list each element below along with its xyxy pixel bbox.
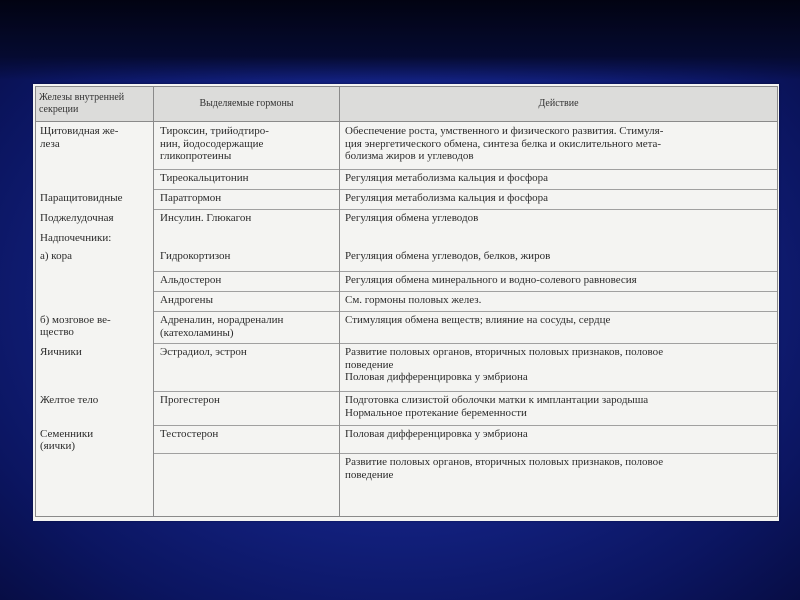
table-row [36,272,778,292]
table-row [36,122,778,170]
action-cell: См. гормоны половых желез. [340,292,778,312]
hormone-cell: Альдостерон [154,272,340,292]
table-row [36,392,778,426]
slide-title-band [0,0,800,80]
hormone-cell: Эстрадиол, эстрон [154,344,340,392]
header-glands: Железы внутренней секреции [36,87,154,122]
hormone-cell: Инсулин. Глюкагон [154,210,340,230]
hormone-cell: Адреналин, норадреналин (катехоламины) [154,312,340,344]
action-cell: Регуляция метаболизма кальция и фосфора [340,190,778,210]
gland-cell [36,454,154,517]
gland-cell: Поджелудочная [36,210,154,230]
action-cell: Подготовка слизистой оболочки матки к имплантации зародыша Нормальное протекание беременности [340,392,778,426]
gland-cell: а) кора [36,248,154,272]
endocrine-glands-table [35,86,778,517]
action-cell: Обеспечение роста, умственного и физического развития. Стимуля- ция энергетического обмена, синтеза белка и окислительного мета- болизма жиров и углеводов [340,122,778,170]
hormone-cell: Прогестерон [154,392,340,426]
action-cell: Развитие половых органов, вторичных половых признаков, половое поведение Половая дифференцировка у эмбриона [340,344,778,392]
gland-cell [36,272,154,292]
hormone-cell [154,454,340,517]
table-row [36,230,778,248]
table-row [36,170,778,190]
hormone-cell: Тироксин, трийодтиро- нин, йодосодержащие гликопротеины [154,122,340,170]
gland-cell: Яичники [36,344,154,392]
scanned-table-page [33,84,779,521]
gland-cell: Семенники (яички) [36,426,154,454]
gland-cell: Паращитовидные [36,190,154,210]
action-cell: Регуляция обмена углеводов, белков, жиров [340,248,778,272]
action-cell: Стимуляция обмена веществ; влияние на сосуды, сердце [340,312,778,344]
gland-cell [36,292,154,312]
action-cell: Развитие половых органов, вторичных половых признаков, половое поведение [340,454,778,517]
table-row [36,190,778,210]
gland-cell [36,170,154,190]
gland-cell: б) мозговое ве- щество [36,312,154,344]
table-row [36,248,778,272]
gland-cell: Желтое тело [36,392,154,426]
hormone-cell: Андрогены [154,292,340,312]
hormone-cell: Паратгормон [154,190,340,210]
hormone-cell: Тиреокальцитонин [154,170,340,190]
action-cell: Половая дифференцировка у эмбриона [340,426,778,454]
table-row [36,426,778,454]
header-action: Действие [340,87,778,122]
table-row [36,312,778,344]
gland-cell: Надпочечники: [36,230,154,248]
hormone-cell [154,230,340,248]
gland-cell: Щитовидная же- леза [36,122,154,170]
table-row [36,344,778,392]
table-header-row [36,87,778,122]
header-hormones: Выделяемые гормоны [154,87,340,122]
action-cell [340,230,778,248]
hormone-cell: Гидрокортизон [154,248,340,272]
hormone-cell: Тестостерон [154,426,340,454]
table-row [36,454,778,517]
action-cell: Регуляция обмена минерального и водно-солевого равновесия [340,272,778,292]
action-cell: Регуляция обмена углеводов [340,210,778,230]
table-row [36,210,778,230]
action-cell: Регуляция метаболизма кальция и фосфора [340,170,778,190]
table-row [36,292,778,312]
